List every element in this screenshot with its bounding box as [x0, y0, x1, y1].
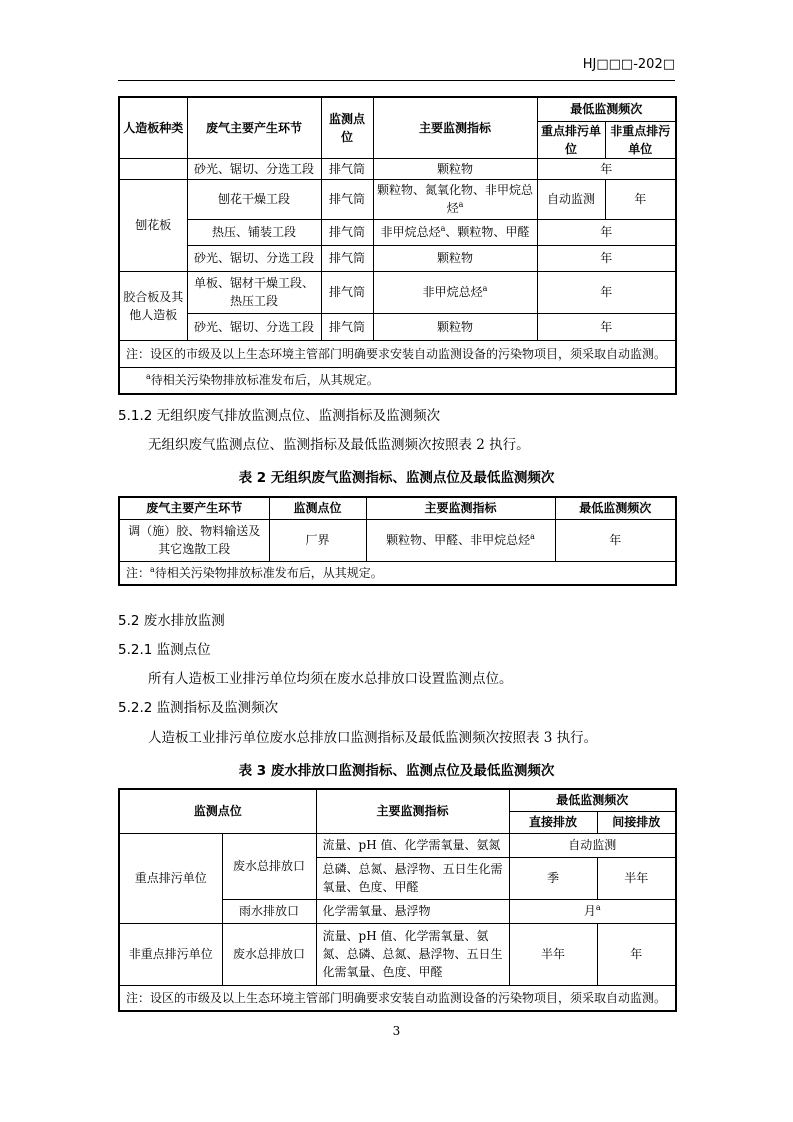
cell-type — [119, 158, 187, 179]
cell-freq: 年 — [537, 271, 676, 313]
table-row — [119, 158, 676, 179]
cell-stage: 砂光、锯切、分选工段 — [187, 158, 321, 179]
cell-indirect: 半年 — [597, 857, 676, 899]
cell-stage: 热压、铺装工段 — [187, 219, 321, 245]
cell-indicator — [366, 519, 555, 561]
indicator-text: 颗粒物、氮氧化物、非甲烷总烃 — [376, 183, 533, 215]
footnote-text: 待相关污染物排放标准发布后，从其规定。 — [150, 373, 379, 388]
cell-stage: 砂光、锯切、分选工段 — [187, 313, 321, 340]
cell-direct: 半年 — [509, 923, 597, 985]
footnote-mark: a — [146, 372, 151, 382]
cell-type: 刨花板 — [119, 179, 187, 271]
cell-indirect: 年 — [597, 923, 676, 985]
footnote-mark: a — [482, 284, 488, 293]
document-code: HJ□□□-202□ — [582, 57, 675, 72]
footnote-mark: a — [595, 903, 601, 912]
cell-freq: 年 — [537, 313, 676, 340]
cell-stage: 砂光、锯切、分选工段 — [187, 245, 321, 271]
table-1 — [118, 96, 677, 395]
table-row — [119, 271, 676, 313]
cell-indicator — [373, 179, 537, 219]
cell-freq — [509, 899, 676, 923]
th-indicator: 主要监测指标 — [373, 97, 537, 158]
table-note-row — [119, 561, 676, 585]
th-key: 重点排污单位 — [537, 121, 605, 158]
cell-indicator: 总磷、总氮、悬浮物、五日生化需氧量、色度、甲醛 — [316, 857, 509, 899]
page-number: 3 — [392, 1024, 401, 1038]
th-freq: 最低监测频次 — [555, 497, 676, 519]
cell-outlet: 废水总排放口 — [222, 833, 316, 899]
table-row — [119, 923, 676, 985]
table-note — [119, 561, 676, 585]
table-note-row — [119, 985, 676, 1011]
th-direct: 直接排放 — [509, 811, 597, 833]
th-indicator: 主要监测指标 — [366, 497, 555, 519]
table-note-row — [119, 367, 676, 394]
th-type: 人造板种类 — [119, 97, 187, 158]
table-row — [119, 313, 676, 340]
indicator-text: 颗粒物、甲醛、非甲烷总烃 — [386, 533, 531, 547]
cell-outlet: 雨水排放口 — [222, 899, 316, 923]
th-point: 监测点位 — [269, 497, 366, 519]
th-stage: 废气主要产生环节 — [187, 97, 321, 158]
cell-indicator: 颗粒物 — [373, 245, 537, 271]
cell-freq: 自动监测 — [509, 833, 676, 857]
table-row — [119, 245, 676, 271]
footnote-mark: a — [458, 200, 464, 209]
th-indicator: 主要监测指标 — [316, 789, 509, 833]
cell-point: 排气筒 — [321, 219, 373, 245]
cell-key: 自动监测 — [537, 179, 605, 219]
cell-indicator: 颗粒物 — [373, 313, 537, 340]
table-note: 注：设区的市级及以上生态环境主管部门明确要求安装自动监测设备的污染物项目，须采取自动监测。 — [119, 985, 676, 1011]
cell-indicator: 化学需氧量、悬浮物 — [316, 899, 509, 923]
cell-point: 排气筒 — [321, 158, 373, 179]
cell-type: 胶合板及其他人造板 — [119, 271, 187, 340]
footnote-mark: a — [530, 532, 535, 541]
header-rule — [118, 80, 675, 81]
cell-indicator — [373, 219, 537, 245]
cell-unit: 非重点排污单位 — [119, 923, 222, 985]
table-row — [119, 519, 676, 561]
th-stage: 废气主要产生环节 — [119, 497, 269, 519]
cell-unit: 重点排污单位 — [119, 833, 222, 923]
cell-indicator: 颗粒物 — [373, 158, 537, 179]
indicator-text: 非甲烷总烃 — [422, 285, 483, 299]
section-5-1-2-text: 无组织废气监测点位、监测指标及最低监测频次按照表 2 执行。 — [148, 437, 530, 453]
note-prefix: 注： — [126, 565, 151, 580]
table-row — [119, 179, 676, 219]
freq-text: 月 — [583, 904, 596, 918]
cell-stage: 调（施）胶、物料输送及其它逸散工段 — [119, 519, 269, 561]
cell-indicator: 流量、pH 值、化学需氧量、氨氮 — [316, 833, 509, 857]
cell-direct: 季 — [509, 857, 597, 899]
table-note: 注：设区的市级及以上生态环境主管部门明确要求安装自动监测设备的污染物项目，须采取自动监测。 — [119, 340, 676, 367]
th-freq: 最低监测频次 — [537, 97, 676, 121]
section-5-1-2-title: 5.1.2 无组织废气排放监测点位、监测指标及监测频次 — [118, 408, 441, 424]
cell-nonkey: 年 — [605, 179, 676, 219]
th-indirect: 间接排放 — [597, 811, 676, 833]
cell-indicator: 流量、pH 值、化学需氧量、氨氮、总磷、总氮、悬浮物、五日生化需氧量、色度、甲醛 — [316, 923, 509, 985]
cell-point: 排气筒 — [321, 313, 373, 340]
table-note-row — [119, 340, 676, 367]
th-nonkey: 非重点排污单位 — [605, 121, 676, 158]
section-5-2-title: 5.2 废水排放监测 — [118, 613, 225, 629]
cell-freq: 年 — [555, 519, 676, 561]
indicator-text-rest: 、颗粒物、甲醛 — [445, 225, 530, 239]
cell-freq: 年 — [537, 245, 676, 271]
th-point: 监测点位 — [119, 789, 316, 833]
cell-point: 排气筒 — [321, 271, 373, 313]
section-5-2-2-text: 人造板工业排污单位废水总排放口监测指标及最低监测频次按照表 3 执行。 — [148, 730, 598, 746]
footnote-mark: a — [150, 564, 155, 574]
table-footnote — [119, 367, 676, 394]
section-5-2-1-title: 5.2.1 监测点位 — [118, 642, 211, 658]
section-5-2-1-text: 所有人造板工业排污单位均须在废水总排放口设置监测点位。 — [148, 671, 513, 687]
th-freq: 最低监测频次 — [509, 789, 676, 811]
cell-indicator — [373, 271, 537, 313]
cell-point: 厂界 — [269, 519, 366, 561]
footnote-mark: a — [440, 224, 446, 233]
cell-point: 排气筒 — [321, 179, 373, 219]
section-5-2-2-title: 5.2.2 监测指标及监测频次 — [118, 700, 279, 716]
table-row — [119, 219, 676, 245]
table-3-caption: 表 3 废水排放口监测指标、监测点位及最低监测频次 — [238, 763, 555, 779]
table-3 — [118, 788, 677, 1012]
note-text: 待相关污染物排放标准发布后，从其规定。 — [154, 565, 383, 580]
indicator-text: 非甲烷总烃 — [380, 225, 441, 239]
cell-stage: 单板、锯材干燥工段、热压工段 — [187, 271, 321, 313]
cell-stage: 刨花干燥工段 — [187, 179, 321, 219]
cell-freq: 年 — [537, 219, 676, 245]
table-row — [119, 833, 676, 857]
table-2 — [118, 496, 677, 586]
table-2-caption: 表 2 无组织废气监测指标、监测点位及最低监测频次 — [238, 470, 555, 486]
th-point: 监测点位 — [321, 97, 373, 158]
cell-freq: 年 — [537, 158, 676, 179]
cell-point: 排气筒 — [321, 245, 373, 271]
cell-outlet: 废水总排放口 — [222, 923, 316, 985]
